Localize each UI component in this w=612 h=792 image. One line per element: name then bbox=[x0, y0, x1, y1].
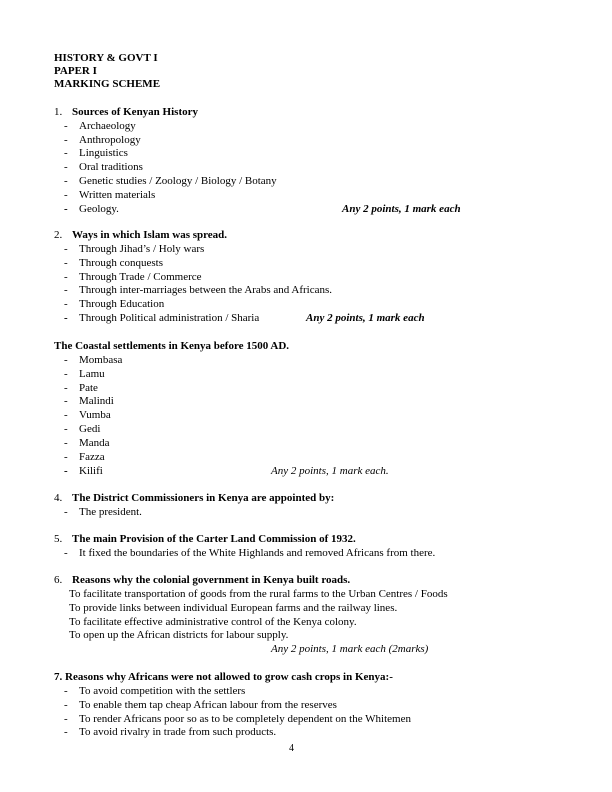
marking-scheme-label: MARKING SCHEME bbox=[54, 78, 161, 90]
list-item: Genetic studies / Zoology / Biology / Botany bbox=[79, 175, 277, 187]
list-item: To avoid rivalry in trade from such products. bbox=[79, 726, 277, 738]
list-item: Manda bbox=[79, 437, 110, 449]
dash-bullet: - bbox=[64, 465, 68, 477]
list-item: Gedi bbox=[79, 423, 101, 435]
list-item: Linguistics bbox=[79, 147, 128, 159]
dash-bullet: - bbox=[64, 175, 68, 187]
list-item: To avoid competition with the settlers bbox=[79, 685, 246, 697]
dash-bullet: - bbox=[64, 243, 68, 255]
q2-title: Ways in which Islam was spread. bbox=[72, 229, 228, 241]
list-item: The president. bbox=[79, 506, 142, 518]
q1-number: 1. bbox=[54, 106, 63, 118]
q3-marking-note: Any 2 points, 1 mark each. bbox=[271, 465, 389, 477]
q1-marking-note: Any 2 points, 1 mark each bbox=[342, 203, 461, 215]
dash-bullet: - bbox=[64, 685, 68, 697]
dash-bullet: - bbox=[64, 726, 68, 738]
list-item: Through Education bbox=[79, 298, 165, 310]
list-item: Geology. bbox=[79, 203, 119, 215]
q5-title: The main Provision of the Carter Land Commission of 1932. bbox=[72, 533, 356, 545]
q6-marking-note: Any 2 points, 1 mark each (2marks) bbox=[271, 643, 429, 655]
list-item: To provide links between individual European farms and the railway lines. bbox=[69, 602, 398, 614]
dash-bullet: - bbox=[64, 382, 68, 394]
dash-bullet: - bbox=[64, 395, 68, 407]
paper-label: PAPER I bbox=[54, 65, 97, 77]
list-item: Vumba bbox=[79, 409, 111, 421]
list-item: Through Political administration / Sharia bbox=[79, 312, 260, 324]
dash-bullet: - bbox=[64, 368, 68, 380]
q4-title: The District Commissioners in Kenya are appointed by: bbox=[72, 492, 335, 504]
list-item: Oral traditions bbox=[79, 161, 143, 173]
list-item: Through conquests bbox=[79, 257, 164, 269]
page-number: 4 bbox=[289, 743, 294, 754]
dash-bullet: - bbox=[64, 257, 68, 269]
q2-marking-note: Any 2 points, 1 mark each bbox=[306, 312, 425, 324]
dash-bullet: - bbox=[64, 189, 68, 201]
dash-bullet: - bbox=[64, 271, 68, 283]
dash-bullet: - bbox=[64, 506, 68, 518]
dash-bullet: - bbox=[64, 120, 68, 132]
list-item: Anthropology bbox=[79, 134, 141, 146]
q3-title: The Coastal settlements in Kenya before 1500 AD. bbox=[54, 340, 290, 352]
dash-bullet: - bbox=[64, 451, 68, 463]
list-item: Written materials bbox=[79, 189, 156, 201]
q6-number: 6. bbox=[54, 574, 63, 586]
dash-bullet: - bbox=[64, 423, 68, 435]
dash-bullet: - bbox=[64, 713, 68, 725]
list-item: Pate bbox=[79, 382, 98, 394]
list-item: Lamu bbox=[79, 368, 105, 380]
list-item: Malindi bbox=[79, 395, 114, 407]
dash-bullet: - bbox=[64, 147, 68, 159]
q1-title: Sources of Kenyan History bbox=[72, 106, 198, 118]
dash-bullet: - bbox=[64, 161, 68, 173]
dash-bullet: - bbox=[64, 437, 68, 449]
dash-bullet: - bbox=[64, 354, 68, 366]
list-item: To enable them tap cheap African labour from the reserves bbox=[79, 699, 337, 711]
dash-bullet: - bbox=[64, 203, 68, 215]
q6-title: Reasons why the colonial government in Kenya built roads. bbox=[72, 574, 351, 586]
dash-bullet: - bbox=[64, 298, 68, 310]
q2-number: 2. bbox=[54, 229, 63, 241]
list-item: Fazza bbox=[79, 451, 105, 463]
list-item: To open up the African districts for labour supply. bbox=[69, 629, 289, 641]
list-item: Through Trade / Commerce bbox=[79, 271, 202, 283]
doc-title: HISTORY & GOVT I bbox=[54, 52, 158, 64]
list-item: It fixed the boundaries of the White Highlands and removed Africans from there. bbox=[79, 547, 436, 559]
dash-bullet: - bbox=[64, 134, 68, 146]
dash-bullet: - bbox=[64, 284, 68, 296]
list-item: Archaeology bbox=[79, 120, 136, 132]
q7-title: 7. Reasons why Africans were not allowed to grow cash crops in Kenya:- bbox=[54, 671, 393, 683]
dash-bullet: - bbox=[64, 547, 68, 559]
dash-bullet: - bbox=[64, 312, 68, 324]
q5-number: 5. bbox=[54, 533, 63, 545]
list-item: Mombasa bbox=[79, 354, 123, 366]
dash-bullet: - bbox=[64, 409, 68, 421]
list-item: To render Africans poor so as to be completely dependent on the Whitemen bbox=[79, 713, 411, 725]
list-item: Through Jihad’s / Holy wars bbox=[79, 243, 205, 255]
list-item: Kilifi bbox=[79, 465, 103, 477]
list-item: To facilitate transportation of goods from the rural farms to the Urban Centres / Foods bbox=[69, 588, 448, 600]
list-item: Through inter-marriages between the Arabs and Africans. bbox=[79, 284, 332, 296]
q4-number: 4. bbox=[54, 492, 63, 504]
dash-bullet: - bbox=[64, 699, 68, 711]
list-item: To facilitate effective administrative control of the Kenya colony. bbox=[69, 616, 357, 628]
